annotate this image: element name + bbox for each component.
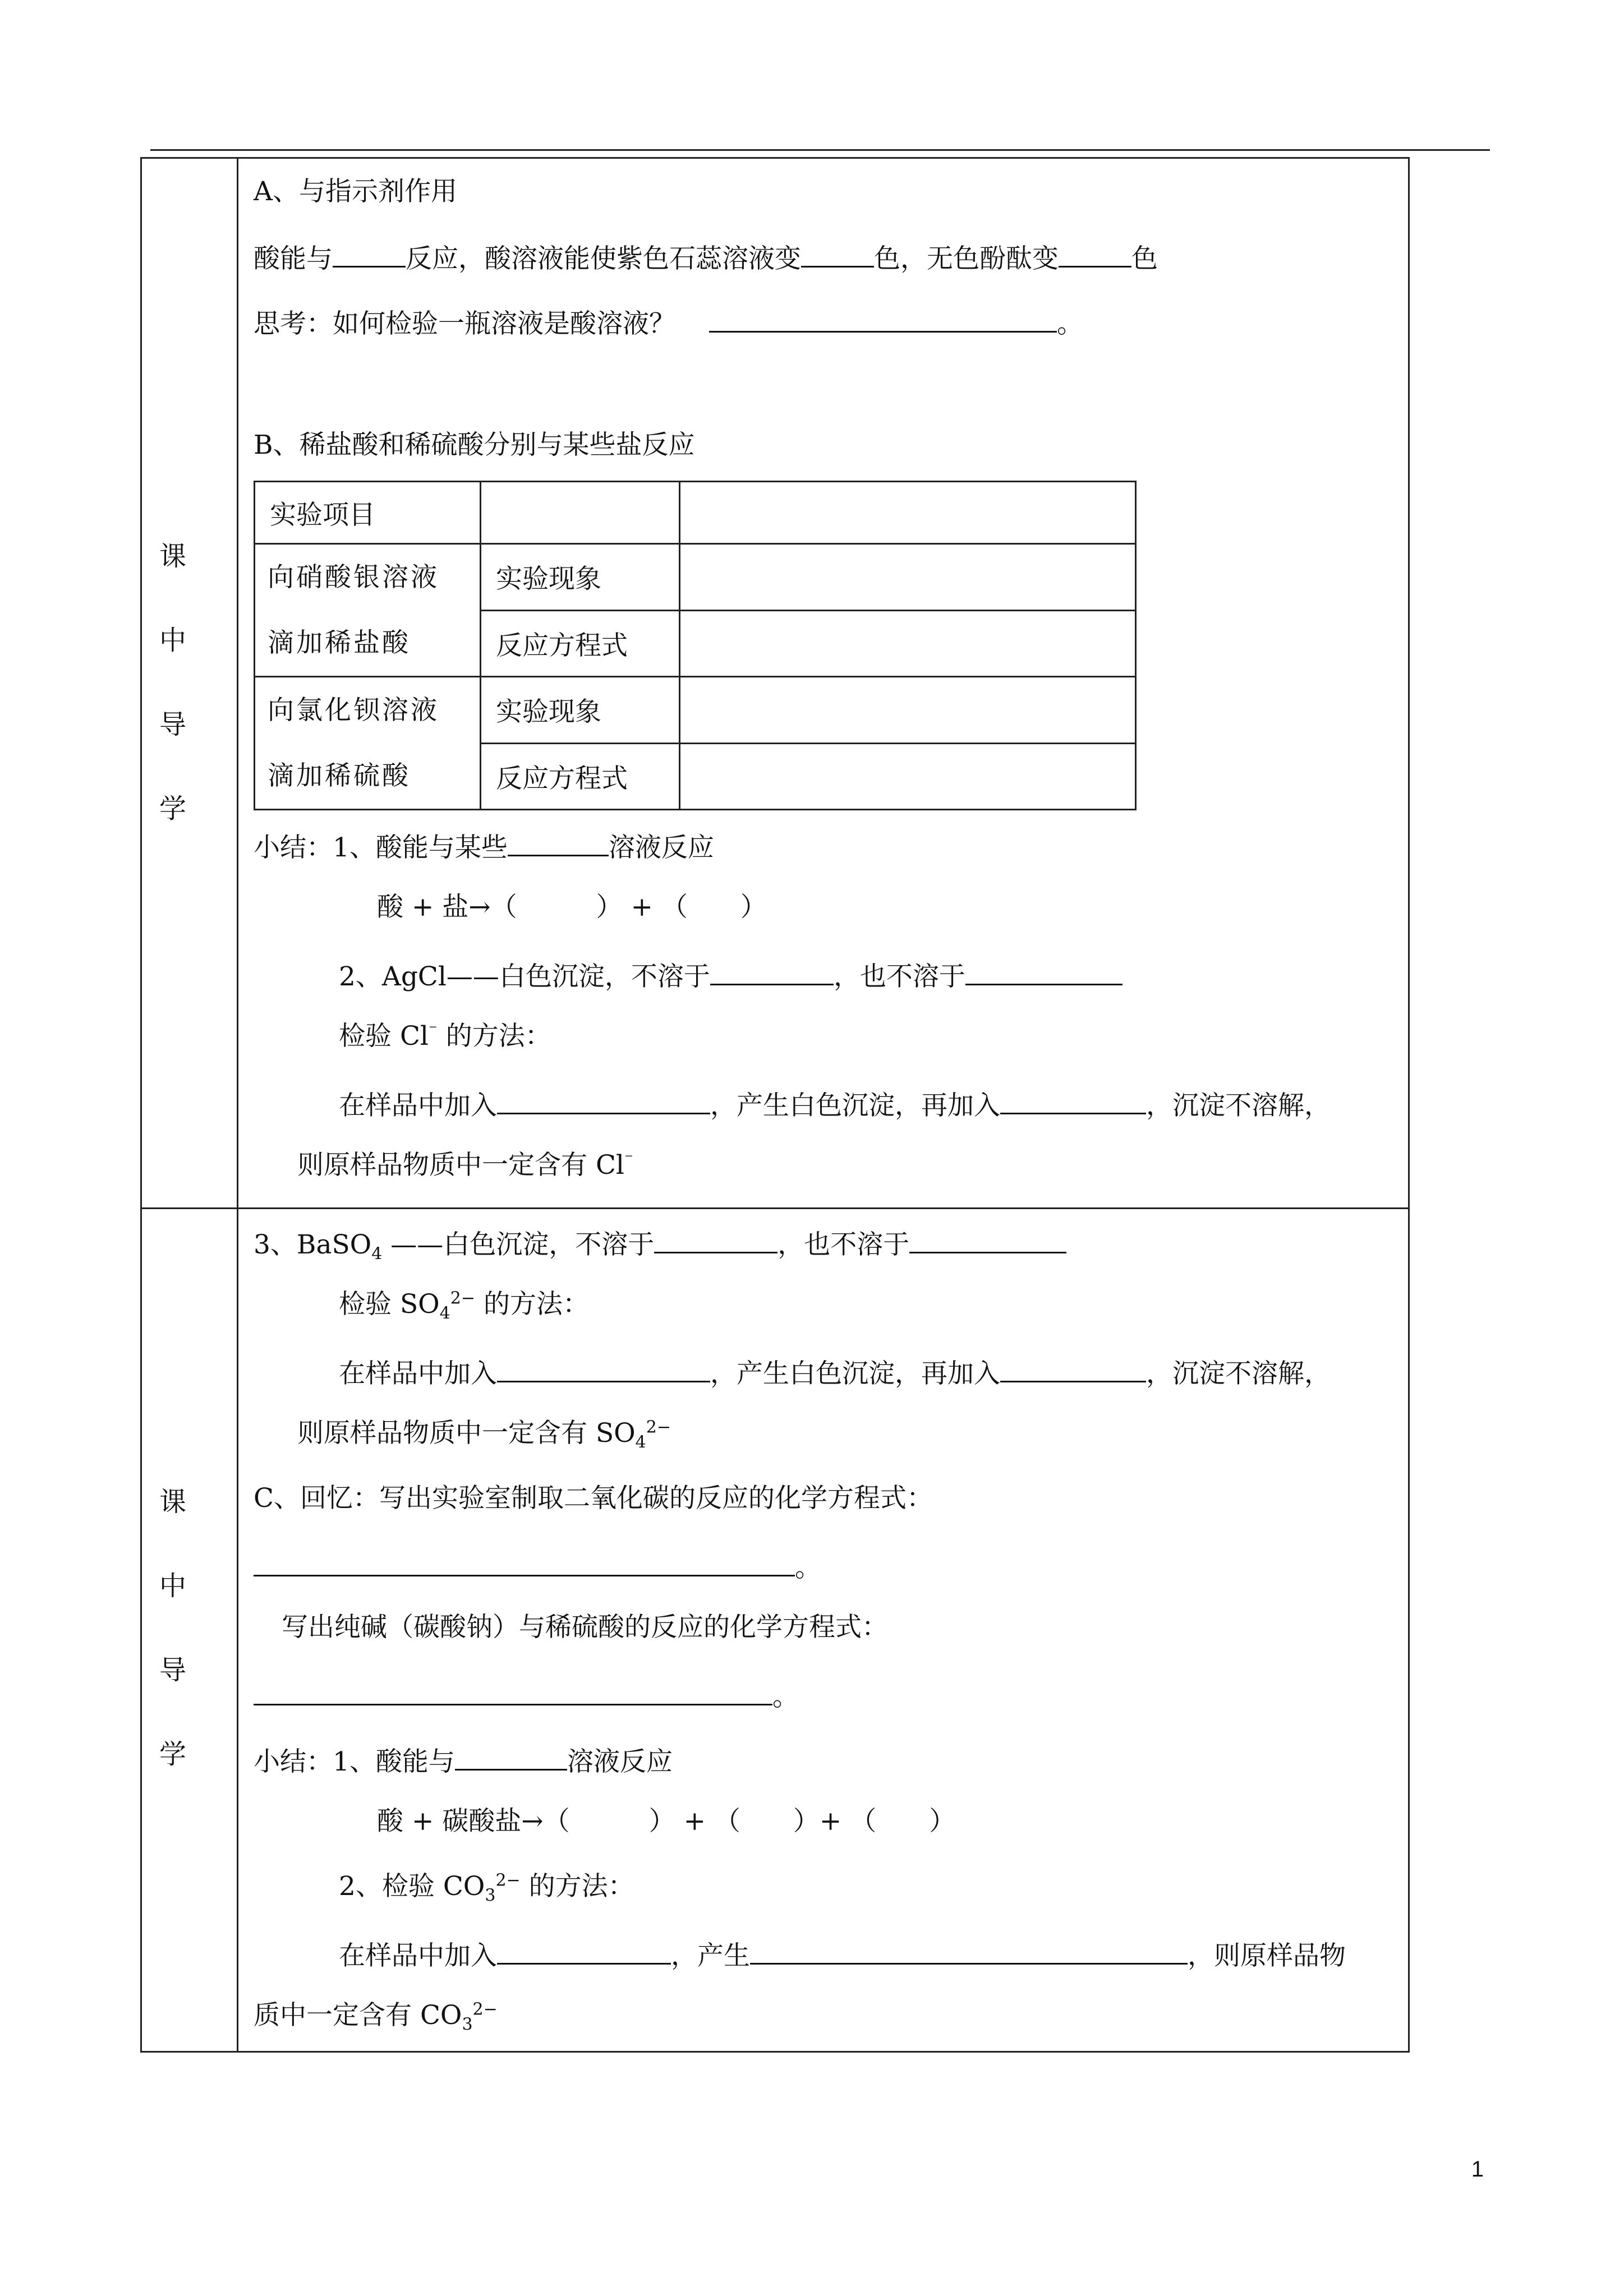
subscript: 3 — [462, 2014, 473, 2035]
page-number: 1 — [1471, 2157, 1484, 2182]
section-b-title: B、稀盐酸和稀硫酸分别与某些盐反应 — [254, 430, 695, 460]
text: 酸能与 — [254, 243, 333, 274]
text: ，则原样品物 — [1188, 1940, 1346, 1971]
soda-equation-line — [254, 1679, 799, 1710]
answer-blank[interactable] — [497, 1088, 710, 1114]
answer-cell[interactable] — [680, 677, 1136, 744]
text: 小结：1、酸能与 — [254, 1746, 455, 1777]
text: 。 — [1057, 308, 1083, 339]
answer-blank[interactable] — [1000, 1088, 1146, 1114]
summary-1 — [254, 830, 714, 861]
side-label-char: 课 — [159, 541, 186, 572]
text: 质中一定含有 CO — [254, 2000, 462, 2031]
text: ，沉淀不溶解， — [1146, 1358, 1331, 1389]
baso4-line — [254, 1227, 1066, 1264]
conclusion-line-2 — [297, 1417, 671, 1453]
text: 在样品中加入 — [339, 1090, 497, 1121]
side-label-char: 学 — [159, 1739, 186, 1770]
text: 检验 Cl — [339, 1021, 429, 1052]
text: 反应，酸溶液能使紫色石蕊溶液变 — [406, 243, 801, 274]
text: 的方法： — [520, 1871, 634, 1902]
text: ，产生白色沉淀，再加入 — [710, 1090, 1000, 1121]
answer-blank[interactable] — [254, 1550, 795, 1576]
conclusion-line-3 — [254, 1999, 498, 2035]
text: 的方法： — [437, 1021, 551, 1052]
answer-cell[interactable] — [680, 743, 1136, 810]
test-co3-line — [339, 1870, 634, 1906]
text: 色 — [1131, 243, 1158, 274]
conclusion-line-1 — [297, 1149, 633, 1181]
text: 溶液反应 — [567, 1746, 673, 1777]
equation-label: 反应方程式 — [481, 610, 680, 677]
sample-line-1 — [339, 1088, 1331, 1119]
answer-blank[interactable] — [254, 1679, 772, 1705]
subscript: 3 — [485, 1885, 496, 1906]
text: 思考：如何检验一瓶溶液是酸溶液？ — [254, 308, 675, 339]
text: 则原样品物质中一定含有 Cl — [297, 1150, 624, 1181]
answer-blank[interactable] — [750, 1938, 1188, 1965]
answer-blank[interactable] — [1059, 241, 1131, 268]
text: 2、AgCl——白色沉淀，不溶于 — [339, 961, 710, 992]
answer-cell[interactable] — [680, 544, 1136, 611]
sample-line-3 — [339, 1938, 1346, 1969]
text: 在样品中加入 — [339, 1358, 497, 1389]
superscript: ⁻ — [428, 1020, 438, 1040]
superscript: 2− — [450, 1288, 475, 1308]
superscript: ⁻ — [624, 1149, 633, 1169]
indicator-question — [254, 241, 1158, 272]
answer-blank[interactable] — [654, 1227, 778, 1253]
text: 检验 SO — [339, 1289, 440, 1320]
experiment-table — [254, 481, 1137, 810]
table-header-cell: 实验项目 — [255, 482, 481, 544]
table-row — [255, 544, 1136, 611]
side-label-char: 导 — [159, 709, 186, 740]
equation-label: 反应方程式 — [481, 743, 680, 810]
text: ，沉淀不溶解， — [1146, 1090, 1331, 1121]
answer-blank[interactable] — [709, 306, 1057, 333]
summary-2 — [254, 1744, 673, 1775]
answer-blank[interactable] — [710, 959, 834, 985]
sample-line-2 — [339, 1356, 1331, 1387]
think-question — [254, 306, 1083, 337]
test-so4-line — [339, 1288, 589, 1324]
side-label-char: 课 — [159, 1486, 186, 1518]
phenomenon-label: 实验现象 — [481, 677, 680, 744]
side-label-char: 中 — [159, 1570, 186, 1602]
soda-question: 写出纯碱（碳酸钠）与稀硫酸的反应的化学方程式： — [282, 1612, 888, 1643]
text: 则原样品物质中一定含有 SO — [297, 1418, 636, 1449]
answer-blank[interactable] — [1000, 1356, 1146, 1382]
text: ，产生 — [671, 1940, 750, 1971]
answer-blank[interactable] — [909, 1227, 1066, 1253]
co2-equation-line — [254, 1550, 821, 1581]
answer-blank[interactable] — [508, 830, 609, 856]
side-label-char: 导 — [159, 1654, 186, 1686]
text: 在样品中加入 — [339, 1940, 497, 1971]
text: ——白色沉淀，不溶于 — [382, 1229, 655, 1260]
answer-blank[interactable] — [497, 1938, 671, 1965]
answer-cell[interactable] — [680, 610, 1136, 677]
answer-blank[interactable] — [497, 1356, 710, 1382]
superscript: 2− — [472, 1999, 498, 2020]
agcl-line — [339, 959, 1122, 990]
header-rule — [150, 149, 1490, 151]
superscript: 2− — [646, 1417, 671, 1437]
section-c-title: C、回忆：写出实验室制取二氧化碳的反应的化学方程式： — [254, 1483, 933, 1514]
answer-blank[interactable] — [965, 959, 1122, 985]
table-header-cell — [481, 482, 680, 544]
text: ，也不溶于 — [778, 1229, 910, 1260]
column-divider — [237, 157, 238, 2053]
text: 小结：1、酸能与某些 — [254, 832, 508, 863]
row-divider — [140, 1207, 1410, 1209]
subscript: 4 — [635, 1432, 646, 1453]
test-cl-line — [339, 1020, 551, 1052]
table-row — [255, 482, 1136, 544]
text: ，也不溶于 — [833, 961, 965, 992]
text: 的方法： — [475, 1289, 589, 1320]
subscript: 4 — [439, 1303, 450, 1324]
text: 2、检验 CO — [339, 1871, 485, 1902]
text: 溶液反应 — [608, 832, 714, 863]
side-label-char: 学 — [159, 793, 186, 824]
phenomenon-label: 实验现象 — [481, 544, 680, 611]
superscript: 2− — [495, 1870, 521, 1891]
side-label-char: 中 — [159, 625, 186, 656]
experiment-label: 向硝酸银溶液滴加稀盐酸 — [255, 544, 481, 677]
text: ，产生白色沉淀，再加入 — [710, 1358, 1000, 1389]
answer-blank[interactable] — [455, 1744, 567, 1771]
answer-blank[interactable] — [333, 241, 406, 268]
table-header-cell[interactable] — [680, 482, 1136, 544]
experiment-label: 向氯化钡溶液滴加稀硫酸 — [255, 677, 481, 810]
text: 3、BaSO — [254, 1229, 372, 1260]
acid-salt-formula: 酸 + 盐→（ ） + （ ） — [377, 892, 767, 923]
text: 。 — [795, 1552, 821, 1583]
text: 色，无色酚酞变 — [874, 243, 1059, 274]
subscript: 4 — [371, 1244, 383, 1264]
text: 。 — [772, 1681, 799, 1712]
section-a-title: A、与指示剂作用 — [254, 176, 457, 207]
acid-carbonate-formula: 酸 + 碳酸盐→（ ） + （ ）+ （ ） — [377, 1806, 956, 1837]
answer-blank[interactable] — [801, 241, 874, 268]
table-row — [255, 677, 1136, 744]
